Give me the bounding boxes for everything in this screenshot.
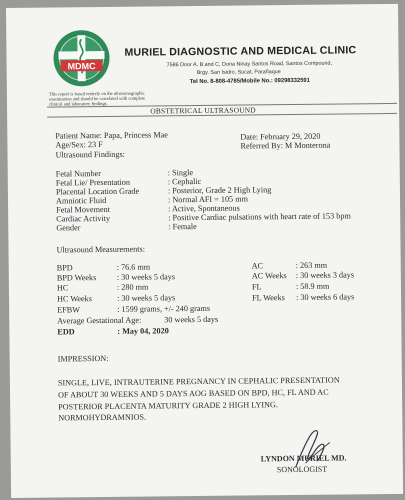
measurements-heading: Ultrasound Measurements: — [56, 244, 146, 255]
measure-label: FL — [251, 282, 262, 292]
report-title: OBSTETRICAL ULTRASOUND — [150, 105, 256, 116]
logo-text: MDMC — [67, 61, 96, 72]
measure-value: : 30 weeks 5 days — [116, 272, 176, 282]
finding-value: : Positive Cardiac pulsations with heart rate of 153 bpm — [168, 211, 351, 223]
finding-value: : Female — [168, 222, 197, 232]
edd-value: : May 04, 2020 — [117, 326, 169, 336]
measure-value: : 30 weeks 6 days — [296, 292, 355, 302]
impression-line: NORMOHYDRAMNIOS. — [58, 412, 147, 423]
report-sheet — [6, 4, 403, 498]
finding-label: Gender — [56, 223, 81, 233]
clinic-logo — [52, 29, 111, 88]
measure-value: : 76.6 mm — [116, 262, 151, 272]
finding-value: : Normal AFI = 105 mm — [167, 194, 248, 205]
measure-label: EFBW — [57, 305, 80, 315]
patient-age-sex: Age/Sex: 23 F — [55, 139, 103, 150]
finding-value: : Cephalic — [167, 176, 202, 187]
measure-value: : 30 weeks 5 days — [116, 293, 176, 303]
disclaimer-line1: This report is based entirely on the ultrasonographic — [48, 90, 145, 97]
aog-label: Average Gestational Age: — [57, 315, 142, 326]
clinic-phone: Tel No. 8-808-4785/Mobile No.: 09298332591 — [189, 77, 310, 86]
finding-label: Placental Location Grade — [55, 186, 140, 197]
impression-heading: IMPRESSION: — [57, 353, 109, 364]
clinic-address-line2: Brgy. San Isidro, Sucat, Parañaque — [196, 69, 281, 77]
impression-line: OF ABOUT 30 WEEKS AND 5 DAYS AOG BASED ON BPD, HC, FL AND AC — [58, 387, 329, 400]
impression-line: SINGLE, LIVE, INTRAUTERINE PREGNANCY IN CEPHALIC PRESENTATION — [57, 375, 340, 388]
measure-value: : 58.9 mm — [295, 281, 330, 291]
measure-value: : 263 mm — [295, 260, 328, 270]
patient-name: Patient Name: Papa, Princess Mae — [55, 130, 168, 141]
sonologist-title: SONOLOGIST — [276, 464, 328, 475]
finding-value: : Posterior, Grade 2 High Lying — [167, 185, 272, 196]
sonologist-name: LYNDON MURIEL MD. — [260, 453, 347, 464]
measure-value: : 30 weeks 3 days — [295, 270, 355, 280]
measure-value: : 280 mm — [116, 282, 149, 292]
clinic-address-line1: 7586 Door A, B and C, Dona Ninay Santos Road, Santos Compound, — [166, 60, 333, 69]
measure-label: AC — [251, 261, 264, 271]
finding-value: : Single — [167, 168, 194, 178]
finding-label: Fetal Number — [55, 169, 102, 179]
finding-label: Fetal Lie/ Presentation — [55, 177, 131, 188]
referred-by: Referred By: M Monterona — [240, 140, 331, 151]
measure-label: BPD Weeks — [56, 273, 97, 283]
edd-label: EDD — [57, 327, 75, 337]
measure-label: HC — [56, 283, 69, 293]
finding-value: : Active, Spontaneous — [168, 203, 240, 214]
measure-label: HC Weeks — [57, 294, 93, 304]
disclaimer-line3: clinical and laboratory findings. — [48, 100, 108, 107]
measure-label: AC Weeks — [251, 271, 287, 281]
findings-heading: Ultrasound Findings: — [55, 149, 125, 160]
measure-value: : 1599 grams, +/- 240 grams — [117, 303, 211, 314]
measure-label: FL Weeks — [252, 293, 285, 303]
report-date: Date: February 29, 2020 — [240, 131, 321, 142]
aog-value: 30 weeks 5 days — [164, 314, 219, 325]
disclaimer-line2: examination and should be correlated with complete — [48, 95, 146, 102]
finding-label: Amniotic Fluid — [55, 195, 107, 206]
finding-label: Fetal Movement — [56, 204, 111, 215]
measure-label: BPD — [56, 263, 73, 273]
clinic-name: MURIEL DIAGNOSTIC AND MEDICAL CLINIC — [124, 44, 357, 59]
finding-label: Cardiac Activity — [56, 213, 111, 224]
impression-line: POSTERIOR PLACENTA MATURITY GRADE 2 HIGH LYING. — [58, 400, 279, 412]
